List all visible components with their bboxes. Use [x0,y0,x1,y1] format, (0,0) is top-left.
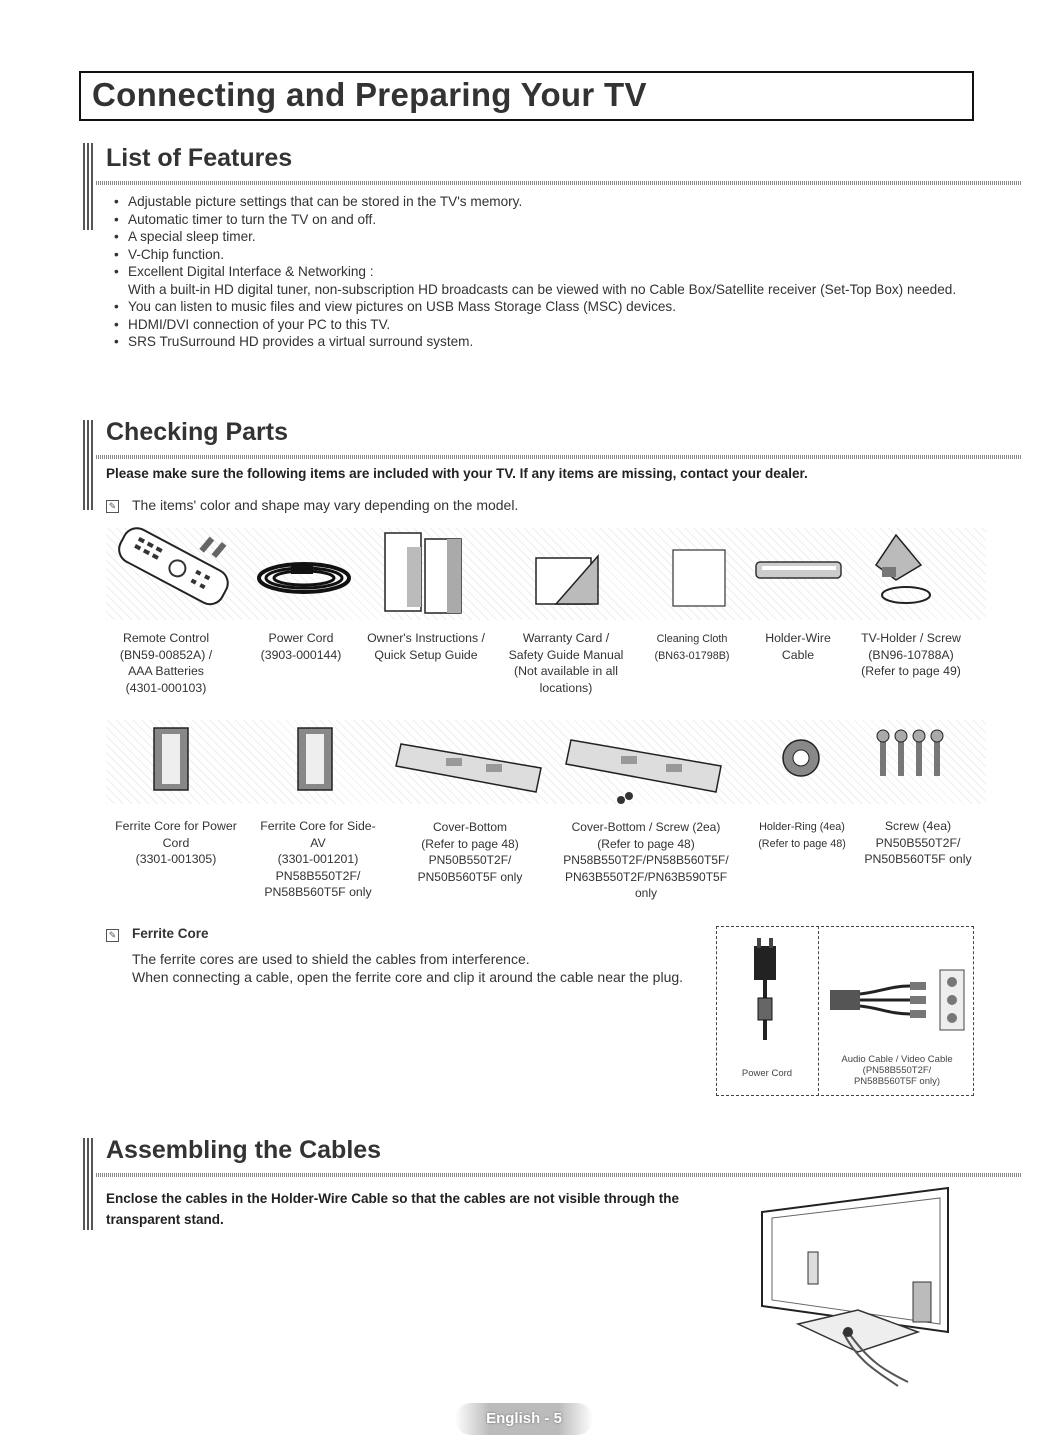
audio-video-cable-icon [830,970,964,1030]
section-marker [83,420,93,510]
list-item [112,193,992,211]
assembling-heading: Assembling the Cables [106,1136,382,1164]
part-caption: Ferrite Core for Side- AV (3301-001201) PN58B550T2F/ PN58B560T5F only [260,819,376,899]
ferrite-core-power-icon [154,728,188,790]
checking-parts-note: The items' color and shape may vary depending on the model. [132,497,519,513]
power-cord-icon [259,564,349,592]
list-item [112,211,992,229]
part-caption: Holder-Wire Cable [765,631,831,662]
part-caption: Holder-Ring (4ea) (Refer to page 48) [758,821,846,850]
tv-back-illustration [748,1182,972,1396]
list-item-text: Automatic timer to turn the TV on and off. [128,211,377,227]
instructions-booklet-icon [385,533,461,613]
list-item-text: SRS TruSurround HD provides a virtual surround system. [128,334,474,349]
part-caption: Remote Control (BN59-00852A) / AAA Batteries (4301-000103) [119,631,213,695]
cover-bottom-screw-icon [566,740,721,804]
holder-wire-cable-icon [756,562,841,578]
features-list [112,193,992,351]
part-caption: Owner's Instructions / Quick Setup Guide [367,631,485,662]
ferrite-core-line: The ferrite cores are used to shield the cables from interference. [132,951,530,967]
checking-parts-heading: Checking Parts [106,418,289,446]
cover-bottom-icon [396,744,541,792]
list-item-text: A special sleep timer. [128,229,256,244]
list-item [112,333,992,351]
section-rule [96,455,1021,459]
power-cord-label: Power Cord [741,1068,793,1079]
part-caption: TV-Holder / Screw (BN96-10788A) (Refer to page 49) [861,631,961,678]
av-cable-label: Audio Cable / Video Cable (PN58B550T2F/ PN58B560T5F only) [841,1054,953,1087]
ferrite-core-line: When connecting a cable, open the ferrite core and clip it around the cable near the plug. [132,969,684,985]
note-icon: ✎ [106,929,119,942]
power-cord-plug-icon [754,938,776,1040]
list-item-text: Excellent Digital Interface & Networking : [128,264,374,279]
part-caption: Power Cord (3903-000144) [260,631,342,662]
list-item-text: HDMI/DVI connection of your PC to this TV. [128,316,391,332]
part-caption: Warranty Card / Safety Guide Manual (Not available in all locations) [508,631,624,695]
holder-ring-icon [783,740,819,776]
list-item [112,228,992,246]
page-title: Connecting and Preparing Your TV [92,76,647,113]
parts-row2-illustration [106,720,986,810]
parts-row1-illustration [106,520,986,625]
part-caption: Ferrite Core for Power Cord (3301-001305) [115,819,237,866]
part-caption: Cover-Bottom (Refer to page 48) PN50B550T2F/ PN50B560T5F only [417,820,523,884]
ferrite-core-title: Ferrite Core [132,926,209,941]
section-rule [96,181,1021,185]
features-heading: List of Features [106,144,293,172]
screw-icon [877,730,943,776]
checking-parts-lead: Please make sure the following items are included with your TV. If any items are missing, contact your dealer. [106,466,808,481]
ferrite-core-side-av-icon [298,728,332,790]
networking-detail: With a built-in HD digital tuner, non-subscription HD broadcasts can be viewed with no Cable Box/Satellite receiver (Set-Top Box) needed. [128,281,957,297]
list-item-text: V-Chip function. [128,246,224,262]
ferrite-core-text [132,950,692,986]
remote-control-icon [114,523,232,609]
cleaning-cloth-icon [673,550,725,606]
page-number: English - 5 [455,1403,593,1435]
part-caption: Screw (4ea) PN50B550T2F/ PN50B560T5F only [864,819,972,866]
section-rule [96,1173,1021,1177]
list-item-text: You can listen to music files and view pictures on USB Mass Storage Class (MSC) devices. [128,299,677,314]
list-item-text: Adjustable picture settings that can be stored in the TV's memory. [128,194,523,209]
assembling-lead: Enclose the cables in the Holder-Wire Cable so that the cables are not visible through the transparent stand. [106,1191,679,1227]
list-item [112,246,992,264]
ferrite-illustration [720,932,970,1050]
note-icon: ✎ [106,500,119,513]
list-item [112,263,992,298]
tv-holder-screw-icon [876,535,930,603]
section-marker [83,1138,93,1230]
warranty-card-icon [536,556,598,604]
list-item [112,298,992,316]
part-caption: Cleaning Cloth (BN63-01798B) [654,633,730,662]
part-caption: Cover-Bottom / Screw (2ea) (Refer to page 48) PN58B550T2F/PN58B560T5F/ PN63B550T2F/PN63B590T5F only [563,820,729,900]
section-marker [83,143,93,230]
list-item [112,316,992,334]
